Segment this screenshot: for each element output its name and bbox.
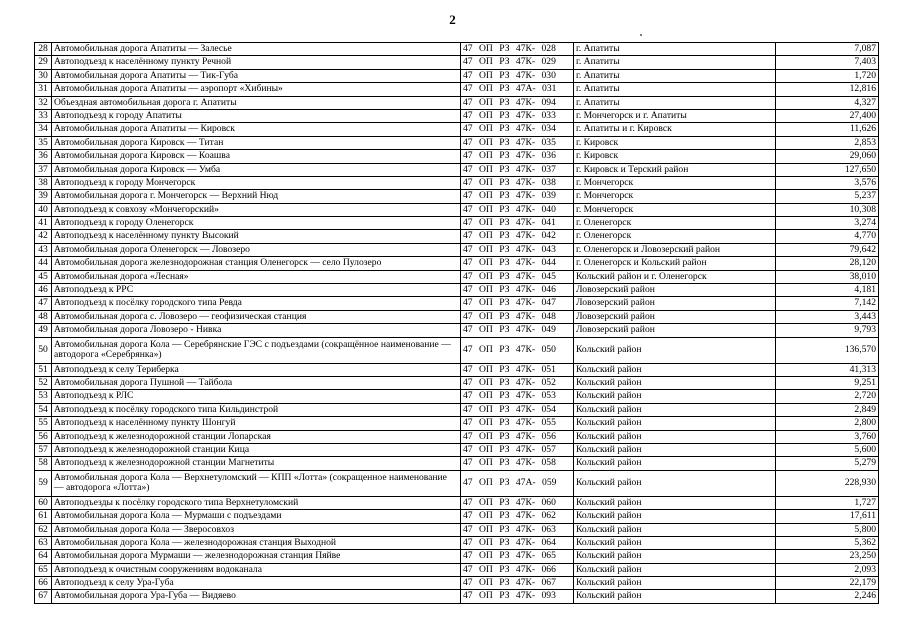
road-length: 41,313 xyxy=(776,363,879,376)
road-length: 9,251 xyxy=(776,376,879,389)
road-area: Кольский район xyxy=(574,523,776,536)
road-area: Кольский район xyxy=(574,363,776,376)
road-code: 47 ОП РЗ 47К- 038 xyxy=(461,176,574,189)
road-code: 47 ОП РЗ 47К- 067 xyxy=(461,577,574,590)
road-code: 47 ОП РЗ 47К- 060 xyxy=(461,496,574,509)
row-number: 50 xyxy=(35,337,52,363)
table-row xyxy=(35,257,879,270)
table-row xyxy=(35,230,879,243)
table-row xyxy=(35,430,879,443)
road-code: 47 ОП РЗ 47К- 053 xyxy=(461,390,574,403)
road-area: г. Апатиты xyxy=(574,69,776,82)
table-row xyxy=(35,590,879,603)
road-area: г. Оленегорск и Кольский район xyxy=(574,257,776,270)
road-length: 7,142 xyxy=(776,297,879,310)
road-area: Кольский район xyxy=(574,403,776,416)
road-name: Автомобильная дорога Ура-Губа — Видяево xyxy=(52,590,461,603)
road-code: 47 ОП РЗ 47К- 094 xyxy=(461,96,574,109)
table-row xyxy=(35,536,879,549)
road-length: 27,400 xyxy=(776,109,879,122)
row-number: 41 xyxy=(35,217,52,230)
road-code: 47 ОП РЗ 47К- 066 xyxy=(461,563,574,576)
road-code: 47 ОП РЗ 47К- 036 xyxy=(461,150,574,163)
road-area: Кольский район xyxy=(574,430,776,443)
road-name: Автомобильная дорога Кола — Серебрянские ГЭС с подъездами (сокращённое наименование — автодорога «Серебрянка») xyxy=(52,337,461,363)
table-row xyxy=(35,176,879,189)
row-number: 54 xyxy=(35,403,52,416)
road-code: 47 ОП РЗ 47К- 030 xyxy=(461,69,574,82)
road-length: 5,237 xyxy=(776,190,879,203)
table-row xyxy=(35,284,879,297)
road-name: Автоподъезды к посёлку городского типа Верхнетуломский xyxy=(52,496,461,509)
table-row xyxy=(35,69,879,82)
road-name: Автоподъезд к городу Мончегорск xyxy=(52,176,461,189)
road-length: 17,611 xyxy=(776,510,879,523)
table-row xyxy=(35,203,879,216)
row-number: 53 xyxy=(35,390,52,403)
row-number: 44 xyxy=(35,257,52,270)
road-length: 9,793 xyxy=(776,324,879,337)
road-length: 3,576 xyxy=(776,176,879,189)
road-name: Автомобильная дорога г. Мончегорск — Верхний Нюд xyxy=(52,190,461,203)
table-row xyxy=(35,390,879,403)
road-code: 47 ОП РЗ 47К- 039 xyxy=(461,190,574,203)
road-area: Кольский район xyxy=(574,510,776,523)
table-row xyxy=(35,150,879,163)
table-row xyxy=(35,109,879,122)
road-code: 47 ОП РЗ 47К- 035 xyxy=(461,136,574,149)
table-row xyxy=(35,136,879,149)
table-row xyxy=(35,417,879,430)
road-length: 3,274 xyxy=(776,217,879,230)
row-number: 58 xyxy=(35,457,52,470)
table-row xyxy=(35,457,879,470)
road-area: Кольский район xyxy=(574,577,776,590)
road-name: Автомобильная дорога Кола — Верхнетуломский — КПП «Лотта» (сокращенное наименование — автодорога «Лотта») xyxy=(52,470,461,496)
road-area: г. Апатиты xyxy=(574,43,776,56)
row-number: 39 xyxy=(35,190,52,203)
road-length: 29,060 xyxy=(776,150,879,163)
road-code: 47 ОП РЗ 47К- 043 xyxy=(461,243,574,256)
road-area: г. Мончегорск и г. Апатиты xyxy=(574,109,776,122)
road-length: 7,403 xyxy=(776,56,879,69)
road-area: г. Апатиты и г. Кировск xyxy=(574,123,776,136)
road-area: Кольский район xyxy=(574,550,776,563)
row-number: 48 xyxy=(35,310,52,323)
row-number: 36 xyxy=(35,150,52,163)
table-row xyxy=(35,217,879,230)
roads-table xyxy=(34,42,879,604)
road-code: 47 ОП РЗ 47К- 042 xyxy=(461,230,574,243)
table-row xyxy=(35,376,879,389)
road-name: Автоподъезд к РЛС xyxy=(52,390,461,403)
road-length: 28,120 xyxy=(776,257,879,270)
row-number: 35 xyxy=(35,136,52,149)
road-area: г. Оленегорск xyxy=(574,230,776,243)
road-code: 47 ОП РЗ 47К- 045 xyxy=(461,270,574,283)
table-row xyxy=(35,243,879,256)
row-number: 55 xyxy=(35,417,52,430)
row-number: 42 xyxy=(35,230,52,243)
road-code: 47 ОП РЗ 47К- 041 xyxy=(461,217,574,230)
road-name: Автоподъезд к посёлку городского типа Ревда xyxy=(52,297,461,310)
table-row xyxy=(35,43,879,56)
road-code: 47 ОП РЗ 47К- 051 xyxy=(461,363,574,376)
road-name: Автоподъезд к совхозу «Мончегорский» xyxy=(52,203,461,216)
road-name: Автомобильная дорога Апатиты — аэропорт «Хибины» xyxy=(52,83,461,96)
road-name: Автоподъезд к городу Оленегорск xyxy=(52,217,461,230)
table-row xyxy=(35,563,879,576)
road-area: г. Апатиты xyxy=(574,96,776,109)
road-name: Автоподъезд к очистным сооружениям водоканала xyxy=(52,563,461,576)
road-code: 47 ОП РЗ 47К- 029 xyxy=(461,56,574,69)
table-row xyxy=(35,96,879,109)
road-length: 12,816 xyxy=(776,83,879,96)
table-row xyxy=(35,123,879,136)
road-name: Автомобильная дорога Мурмаши — железнодорожная станция Пяйве xyxy=(52,550,461,563)
road-length: 79,642 xyxy=(776,243,879,256)
road-name: Автомобильная дорога Апатиты — Залесье xyxy=(52,43,461,56)
road-length: 23,250 xyxy=(776,550,879,563)
road-name: Автомобильная дорога Пушной — Тайбола xyxy=(52,376,461,389)
road-length: 2,849 xyxy=(776,403,879,416)
row-number: 63 xyxy=(35,536,52,549)
road-area: Кольский район xyxy=(574,443,776,456)
road-length: 4,327 xyxy=(776,96,879,109)
road-code: 47 ОП РЗ 47К- 040 xyxy=(461,203,574,216)
road-code: 47 ОП РЗ 47К- 049 xyxy=(461,324,574,337)
road-code: 47 ОП РЗ 47К- 056 xyxy=(461,430,574,443)
table-row xyxy=(35,190,879,203)
road-name: Автоподъезд к населённому пункту Шонгуй xyxy=(52,417,461,430)
row-number: 65 xyxy=(35,563,52,576)
road-name: Автоподъезд к посёлку городского типа Кильдинстрой xyxy=(52,403,461,416)
road-name: Автомобильная дорога Кировск — Титан xyxy=(52,136,461,149)
row-number: 46 xyxy=(35,284,52,297)
road-name: Автоподъезд к населённому пункту Речной xyxy=(52,56,461,69)
road-code: 47 ОП РЗ 47К- 054 xyxy=(461,403,574,416)
road-length: 5,362 xyxy=(776,536,879,549)
road-area: Кольский район xyxy=(574,390,776,403)
table-row xyxy=(35,470,879,496)
road-length: 5,279 xyxy=(776,457,879,470)
row-number: 49 xyxy=(35,324,52,337)
table-row xyxy=(35,324,879,337)
page-number: 2 xyxy=(449,12,456,27)
road-area: Кольский район и г. Оленегорск xyxy=(574,270,776,283)
road-length: 4,181 xyxy=(776,284,879,297)
table-row xyxy=(35,310,879,323)
road-length: 1,727 xyxy=(776,496,879,509)
row-number: 34 xyxy=(35,123,52,136)
road-area: Ловозерский район xyxy=(574,324,776,337)
road-area: Кольский район xyxy=(574,417,776,430)
road-length: 136,570 xyxy=(776,337,879,363)
row-number: 40 xyxy=(35,203,52,216)
road-length: 2,720 xyxy=(776,390,879,403)
table-row xyxy=(35,337,879,363)
road-code: 47 ОП РЗ 47А- 059 xyxy=(461,470,574,496)
row-number: 56 xyxy=(35,430,52,443)
road-area: г. Мончегорск xyxy=(574,176,776,189)
table-row xyxy=(35,550,879,563)
road-code: 47 ОП РЗ 47А- 031 xyxy=(461,83,574,96)
row-number: 60 xyxy=(35,496,52,509)
table-row xyxy=(35,270,879,283)
table-row xyxy=(35,577,879,590)
road-code: 47 ОП РЗ 47К- 064 xyxy=(461,536,574,549)
road-area: г. Мончегорск xyxy=(574,203,776,216)
road-name: Автомобильная дорога Кола — Мурмаши с подъездами xyxy=(52,510,461,523)
road-area: г. Апатиты xyxy=(574,83,776,96)
road-area: Ловозерский район xyxy=(574,284,776,297)
road-length: 2,093 xyxy=(776,563,879,576)
road-code: 47 ОП РЗ 47К- 050 xyxy=(461,337,574,363)
table-row xyxy=(35,496,879,509)
table-row xyxy=(35,443,879,456)
road-name: Автомобильная дорога с. Ловозеро — геофизическая станция xyxy=(52,310,461,323)
road-code: 47 ОП РЗ 47К- 047 xyxy=(461,297,574,310)
road-area: Ловозерский район xyxy=(574,310,776,323)
road-name: Автомобильная дорога железнодорожная станция Оленегорск — село Пулозеро xyxy=(52,257,461,270)
road-code: 47 ОП РЗ 47К- 063 xyxy=(461,523,574,536)
row-number: 31 xyxy=(35,83,52,96)
row-number: 45 xyxy=(35,270,52,283)
road-name: Автомобильная дорога Ловозеро - Нивка xyxy=(52,324,461,337)
table-row xyxy=(35,403,879,416)
road-length: 11,626 xyxy=(776,123,879,136)
road-code: 47 ОП РЗ 47К- 033 xyxy=(461,109,574,122)
roads-table-body xyxy=(35,43,879,604)
road-name: Автомобильная дорога Апатиты — Кировск xyxy=(52,123,461,136)
row-number: 29 xyxy=(35,56,52,69)
row-number: 62 xyxy=(35,523,52,536)
road-area: Кольский район xyxy=(574,563,776,576)
road-length: 22,179 xyxy=(776,577,879,590)
road-length: 127,650 xyxy=(776,163,879,176)
road-length: 7,087 xyxy=(776,43,879,56)
road-name: Автомобильная дорога Кировск — Коашва xyxy=(52,150,461,163)
row-number: 32 xyxy=(35,96,52,109)
table-row xyxy=(35,83,879,96)
road-length: 4,770 xyxy=(776,230,879,243)
road-name: Объездная автомобильная дорога г. Апатиты xyxy=(52,96,461,109)
road-name: Автоподъезд к населённому пункту Высокий xyxy=(52,230,461,243)
road-code: 47 ОП РЗ 47К- 055 xyxy=(461,417,574,430)
road-length: 5,800 xyxy=(776,523,879,536)
road-name: Автоподъезд к селу Териберка xyxy=(52,363,461,376)
road-name: Автоподъезд к селу Ура-Губа xyxy=(52,577,461,590)
row-number: 47 xyxy=(35,297,52,310)
road-area: Кольский район xyxy=(574,470,776,496)
table-row xyxy=(35,363,879,376)
table-row xyxy=(35,297,879,310)
road-code: 47 ОП РЗ 47К- 048 xyxy=(461,310,574,323)
road-area: г. Кировск xyxy=(574,136,776,149)
row-number: 67 xyxy=(35,590,52,603)
row-number: 52 xyxy=(35,376,52,389)
road-length: 2,853 xyxy=(776,136,879,149)
road-code: 47 ОП РЗ 47К- 046 xyxy=(461,284,574,297)
road-code: 47 ОП РЗ 47К- 044 xyxy=(461,257,574,270)
table-row xyxy=(35,523,879,536)
road-name: Автомобильная дорога Кола — железнодорожная станция Выходной xyxy=(52,536,461,549)
row-number: 57 xyxy=(35,443,52,456)
road-area: Кольский район xyxy=(574,536,776,549)
road-code: 47 ОП РЗ 47К- 057 xyxy=(461,443,574,456)
road-area: г. Оленегорск и Ловозерский район xyxy=(574,243,776,256)
road-area: Ловозерский район xyxy=(574,297,776,310)
road-name: Автоподъезд к городу Апатиты xyxy=(52,109,461,122)
road-name: Автомобильная дорога Кола — Зверосовхоз xyxy=(52,523,461,536)
road-code: 47 ОП РЗ 47К- 058 xyxy=(461,457,574,470)
table-row xyxy=(35,510,879,523)
road-area: Кольский район xyxy=(574,590,776,603)
road-name: Автомобильная дорога Оленегорск — Ловозеро xyxy=(52,243,461,256)
road-area: г. Апатиты xyxy=(574,56,776,69)
road-length: 228,930 xyxy=(776,470,879,496)
table-row xyxy=(35,56,879,69)
row-number: 66 xyxy=(35,577,52,590)
row-number: 28 xyxy=(35,43,52,56)
road-length: 10,308 xyxy=(776,203,879,216)
road-area: Кольский район xyxy=(574,337,776,363)
row-number: 64 xyxy=(35,550,52,563)
road-length: 3,443 xyxy=(776,310,879,323)
road-name: Автомобильная дорога «Лесная» xyxy=(52,270,461,283)
road-name: Автоподъезд к железнодорожной станции Лопарская xyxy=(52,430,461,443)
road-length: 2,246 xyxy=(776,590,879,603)
row-number: 59 xyxy=(35,470,52,496)
road-code: 47 ОП РЗ 47К- 052 xyxy=(461,376,574,389)
row-number: 61 xyxy=(35,510,52,523)
road-name: Автоподъезд к РРС xyxy=(52,284,461,297)
road-name: Автомобильная дорога Апатиты — Тик-Губа xyxy=(52,69,461,82)
road-area: г. Мончегорск xyxy=(574,190,776,203)
table-row xyxy=(35,163,879,176)
road-name: Автоподъезд к железнодорожной станции Магнетиты xyxy=(52,457,461,470)
row-number: 38 xyxy=(35,176,52,189)
road-code: 47 ОП РЗ 47К- 065 xyxy=(461,550,574,563)
road-area: г. Кировск и Терский район xyxy=(574,163,776,176)
road-length: 5,600 xyxy=(776,443,879,456)
road-area: Кольский район xyxy=(574,496,776,509)
road-length: 2,800 xyxy=(776,417,879,430)
road-length: 38,010 xyxy=(776,270,879,283)
road-code: 47 ОП РЗ 47К- 037 xyxy=(461,163,574,176)
road-code: 47 ОП РЗ 47К- 093 xyxy=(461,590,574,603)
row-number: 30 xyxy=(35,69,52,82)
road-code: 47 ОП РЗ 47К- 028 xyxy=(461,43,574,56)
row-number: 37 xyxy=(35,163,52,176)
road-area: Кольский район xyxy=(574,376,776,389)
row-number: 51 xyxy=(35,363,52,376)
row-number: 33 xyxy=(35,109,52,122)
road-area: г. Кировск xyxy=(574,150,776,163)
road-area: Кольский район xyxy=(574,457,776,470)
road-area: г. Оленегорск xyxy=(574,217,776,230)
road-length: 1,720 xyxy=(776,69,879,82)
row-number: 43 xyxy=(35,243,52,256)
road-length: 3,760 xyxy=(776,430,879,443)
road-name: Автоподъезд к железнодорожной станции Кица xyxy=(52,443,461,456)
road-code: 47 ОП РЗ 47К- 062 xyxy=(461,510,574,523)
road-code: 47 ОП РЗ 47К- 034 xyxy=(461,123,574,136)
scan-speck xyxy=(640,34,642,36)
road-name: Автомобильная дорога Кировск — Умба xyxy=(52,163,461,176)
